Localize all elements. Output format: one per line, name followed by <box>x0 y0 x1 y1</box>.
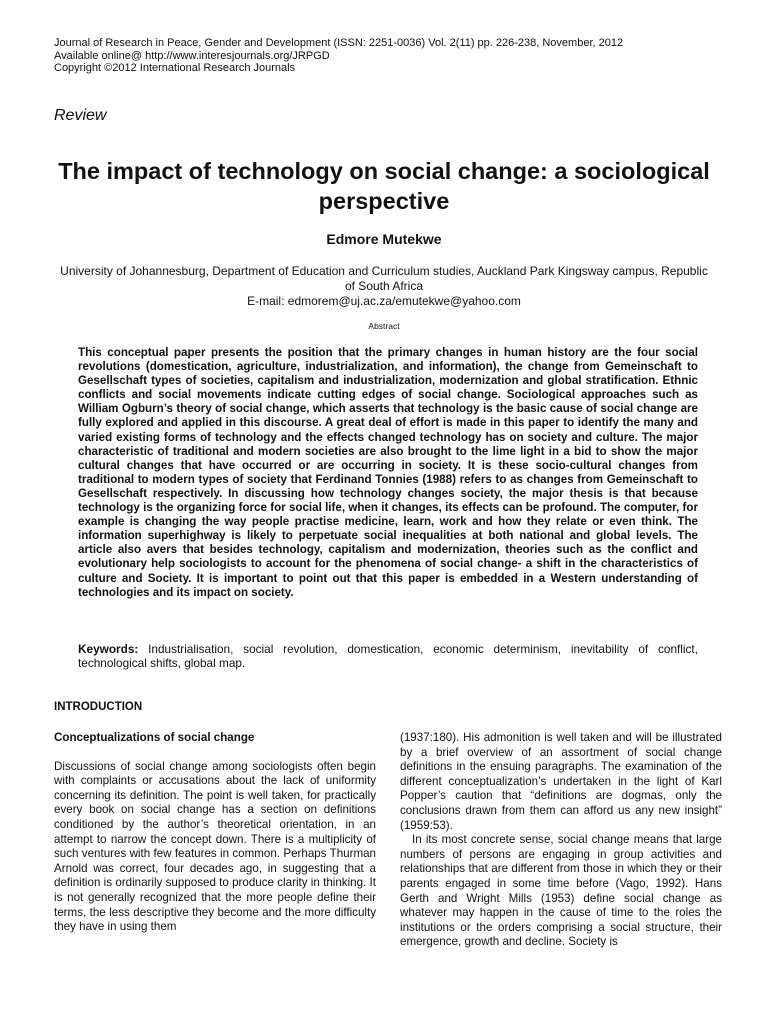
body-paragraph: In its most concrete sense, social change means that large numbers of persons are engaging in group activities and relationships that are different from those in which they or their parents engaged in some time before (Vago, 1992). Hans Gerth and Wright Mills (1953) define social change as whatever may happen in the cause of time to the roles the institutions or the orders comprising a social structure, their emergence, growth and decline. Society is <box>400 833 722 949</box>
body-paragraph: Discussions of social change among sociologists often begin with complaints or accusations about the lack of uniformity concerning its definition. The point is well taken, for practically every book on social change has a section on definitions conditioned by the author’s theoretical orientation, in an attempt to narrow the concept down. There is a multiplicity of such ventures with few features in common. Perhaps Thurman Arnold was correct, four decades ago, in suggesting that a definition is ordinarily supposed to produce clarity in thinking. It is not generally recognized that the more people define their terms, the less descriptive they become and the more difficulty they have in using them <box>54 759 376 934</box>
body-paragraph: (1937:180). His admonition is well taken and will be illustrated by a brief overview of an assortment of social change definitions in the ensuing paragraphs. The examination of the different conceptualization’s undertaken in the light of Karl Popper’s caution that “definitions are dogmas, only the conclusions drawn from them can afford us any new insight” (1959:53). <box>400 731 722 832</box>
journal-url: Available online@ http://www.interesjournals.org/JRPGD <box>54 49 330 62</box>
right-column <box>400 731 722 950</box>
affiliation <box>54 264 714 309</box>
abstract-text: This conceptual paper presents the position that the primary changes in human history are the four social revolutions (domestication, agriculture, industrialization, and information), the change from Gemeinschaft to Gesellschaft types of societies, capitalism and industrialization, modernization and global stratification. Ethnic conflicts and social movements indicate cutting edges of social change. Sociological approaches such as William Ogburn’s theory of social change, which asserts that technology is the basic cause of social change are fully explored and applied in this discourse. A great deal of effort is made in this paper to identify the many and varied existing forms of technology and the effects changed technology has on society and culture. The major characteristic of traditional and modern societies are also brought to the lime light in a bid to show the major cultural changes that have occurred or are occurring in society. It is these socio-cultural changes from traditional to modern types of society that Ferdinand Tonnies (1988) refers to as changes from Gemeinschaft to Gesellschaft respectively. In discussing how technology changes society, the major thesis is that because technology is the organizing force for social life, when it changes, its effects can be profound. The computer, for example is changing the way people practise medicine, learn, work and how they relate or even think. The information superhighway is likely to perpetuate social inequalities at both national and global levels. The article also avers that besides technology, capitalism and modernization, theories such as the conflict and evolutionary help sociologists to account for the phenomena of social change- a shift in the characteristics of culture and Society. It is important to point out that this paper is embedded in a Western understanding of technologies and its impact on society. <box>78 346 698 599</box>
affiliation-text: University of Johannesburg, Department of Education and Curriculum studies, Auckland Park Kingsway campus, Republic of South Africa <box>60 264 708 293</box>
left-column <box>54 731 376 935</box>
section-label: Review <box>54 107 107 124</box>
paper-title: The impact of technology on social change: a sociological perspective <box>58 158 710 214</box>
keywords <box>78 642 698 670</box>
keywords-text: Industrialisation, social revolution, domestication, economic determinism, inevitability of conflict, technological shifts, global map. <box>78 642 698 671</box>
email: E-mail: edmorem@uj.ac.za/emutekwe@yahoo.com <box>247 294 521 308</box>
introduction-heading: INTRODUCTION <box>54 701 143 713</box>
journal-citation: Journal of Research in Peace, Gender and Development (ISSN: 2251-0036) Vol. 2(11) pp. 226-238, November, 2012 <box>54 37 624 49</box>
copyright: Copyright ©2012 International Research Journals <box>54 62 296 74</box>
subheading: Conceptualizations of social change <box>54 731 255 744</box>
author-name: Edmore Mutekwe <box>326 231 442 247</box>
journal-header <box>54 37 623 75</box>
keywords-label: Keywords: <box>78 642 139 656</box>
abstract-heading: Abstract <box>368 321 400 331</box>
